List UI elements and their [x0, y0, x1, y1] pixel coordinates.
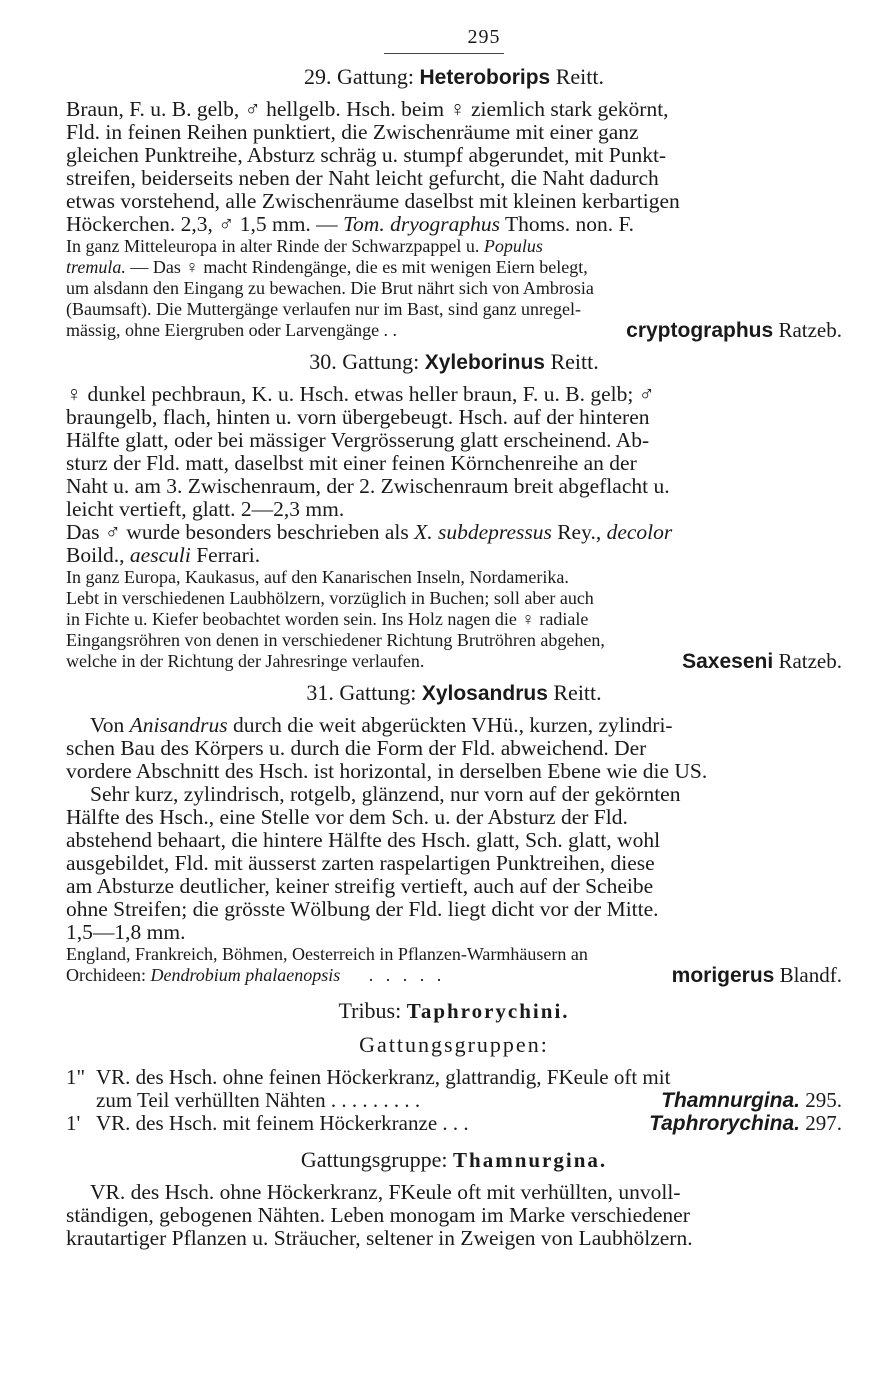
text-line — [66, 651, 842, 672]
species-name: cryptographus — [626, 319, 774, 342]
text-fragment: In ganz Mitteleuropa in alter Rinde der Schwarzpappel u. — [66, 236, 480, 256]
text-line: Fld. in feinen Reihen punktiert, die Zwischenräume mit einer ganz — [66, 120, 639, 144]
group-heading — [66, 1147, 842, 1173]
key-target: Thamnurgina. — [661, 1089, 800, 1112]
text-fragment: Höckerchen. 2,3, ♂ 1,5 mm. — — [66, 212, 338, 236]
text-line: VR. des Hsch. ohne Höckerkranz, FKeule oft mit verhüllten, unvoll- — [90, 1180, 681, 1204]
text-fragment: welche in der Richtung der Jahresringe verlaufen. — [66, 651, 425, 671]
text-line — [66, 236, 842, 257]
genus-29-description — [66, 98, 842, 236]
text-line: etwas vorstehend, alle Zwischenräume daselbst mit kleinen kerbartigen — [66, 189, 680, 213]
page-number-rule — [384, 53, 504, 54]
key-page: 295. — [805, 1088, 842, 1112]
page-number: 295 — [467, 26, 501, 48]
text-fragment: Boild., — [66, 543, 125, 567]
gattungsgruppen-heading: Gattungsgruppen: — [359, 1032, 549, 1057]
genus-29-number: 29. Gattung: — [304, 64, 415, 89]
genus-30-name: Xyleborinus — [424, 351, 545, 374]
text-line: Hälfte glatt, oder bei mässiger Vergrösserung glatt erscheinend. Ab- — [66, 428, 650, 452]
key-text: zum Teil verhüllten Nähten . . . . . . . . . — [96, 1088, 421, 1112]
key-table — [66, 1066, 842, 1135]
tribus-label: Tribus: — [338, 998, 402, 1023]
genus-29-biology — [66, 236, 842, 341]
species-author: Ratzeb. — [778, 649, 842, 673]
text-fragment: durch die weit abgerückten VHü., kurzen, zylindri- — [232, 713, 673, 737]
text-fragment: Orchideen: — [66, 965, 146, 985]
text-line: Eingangsröhren von denen in verschiedener Richtung Brutröhren abgehen, — [66, 630, 605, 650]
genus-30-heading — [66, 349, 842, 375]
text-line — [66, 320, 842, 341]
text-line: gleichen Punktreihe, Absturz schräg u. stumpf abgerundet, mit Punkt- — [66, 143, 667, 167]
text-line: um alsdann den Eingang zu bewachen. Die Brut nährt sich von Ambrosia — [66, 278, 594, 298]
synonym-name: decolor — [606, 520, 673, 544]
genus-29-author: Reitt. — [555, 64, 604, 89]
host-name: Populus — [483, 236, 543, 256]
text-line: am Absturze deutlicher, keiner streifig vertieft, auch auf der Scheibe — [66, 874, 654, 898]
genus-30-description — [66, 383, 842, 567]
text-line: schen Bau des Körpers u. durch die Form der Fld. abweichend. Der — [66, 736, 647, 760]
text-line: krautartiger Pflanzen u. Sträucher, seltener in Zweigen von Laubhölzern. — [66, 1226, 693, 1250]
text-line: braungelb, flach, hinten u. vorn übergebeugt. Hsch. auf der hinteren — [66, 405, 650, 429]
key-number: 1" — [66, 1065, 86, 1089]
text-line — [66, 544, 842, 567]
text-line — [66, 213, 842, 236]
text-line: 1,5—1,8 mm. — [66, 920, 186, 944]
synonym-name: X. subdepressus — [414, 520, 552, 544]
species-name: Saxeseni — [682, 650, 774, 673]
genus-30-author: Reitt. — [550, 349, 599, 374]
text-line: vordere Abschnitt des Hsch. ist horizontal, in derselben Ebene wie die US. — [66, 759, 708, 783]
text-line: sturz der Fld. matt, daselbst mit einer feinen Körnchenreihe an der — [66, 451, 637, 475]
genus-31-biology — [66, 944, 842, 986]
synonym-name: Tom. dryographus — [343, 212, 500, 236]
key-text: VR. des Hsch. ohne feinen Höckerkranz, glattrandig, FKeule oft mit — [96, 1065, 671, 1089]
text-fragment: Ferrari. — [196, 543, 261, 567]
text-line: Sehr kurz, zylindrisch, rotgelb, glänzend, nur vorn auf der gekörnten — [90, 782, 681, 806]
genus-31-number: 31. Gattung: — [306, 680, 417, 705]
text-line: in Fichte u. Kiefer beobachtet worden sein. Ins Holz nagen die ♀ radiale — [66, 609, 589, 629]
genus-31-description — [66, 714, 842, 944]
text-line: streifen, beiderseits neben der Naht leicht gefurcht, die Naht dadurch — [66, 166, 659, 190]
species-author: Ratzeb. — [778, 318, 842, 342]
tribus-name: Taphrorychini. — [406, 999, 570, 1023]
key-target: Taphrorychina. — [649, 1112, 800, 1135]
genus-30-number: 30. Gattung: — [309, 349, 420, 374]
genus-30-biology — [66, 567, 842, 672]
text-line: Naht u. am 3. Zwischenraum, der 2. Zwischenraum breit abgeflacht u. — [66, 474, 670, 498]
text-line: ausgebildet, Fld. mit äusserst zarten raspelartigen Punktreihen, diese — [66, 851, 655, 875]
key-row — [66, 1111, 842, 1135]
text-line: In ganz Europa, Kaukasus, auf den Kanarischen Inseln, Nordamerika. — [66, 567, 569, 587]
text-line: ohne Streifen; die grösste Wölbung der Fld. liegt dicht vor der Mitte. — [66, 897, 659, 921]
genus-31-name: Xylosandrus — [421, 682, 548, 705]
tribus-heading — [66, 998, 842, 1024]
group-name: Thamnurgina. — [453, 1148, 608, 1172]
host-name: tremula. — [66, 257, 126, 277]
genus-29-name: Heteroborips — [419, 66, 551, 89]
text-line — [66, 714, 842, 737]
page — [66, 26, 842, 1250]
text-fragment: Rey., — [557, 520, 602, 544]
text-line: Hälfte des Hsch., eine Stelle vor dem Sch. u. der Absturz der Fld. — [66, 805, 628, 829]
key-row — [66, 1065, 842, 1112]
text-line: leicht vertieft, glatt. 2—2,3 mm. — [66, 497, 345, 521]
host-name: Dendrobium phalaenopsis — [150, 965, 341, 985]
species-name: morigerus — [671, 964, 775, 987]
text-line — [66, 521, 842, 544]
text-line: ♀ dunkel pechbraun, K. u. Hsch. etwas heller braun, F. u. B. gelb; ♂ — [66, 382, 655, 406]
key-text: VR. des Hsch. mit feinem Höckerkranze . . . — [96, 1111, 469, 1135]
synonym-name: aesculi — [129, 543, 191, 567]
text-line — [66, 257, 842, 278]
genus-31-author: Reitt. — [553, 680, 602, 705]
text-line: Lebt in verschiedenen Laubhölzern, vorzüglich in Buchen; soll aber auch — [66, 588, 594, 608]
text-fragment: mässig, ohne Eiergruben oder Larvengänge . . — [66, 320, 398, 340]
text-line: abstehend behaart, die hintere Hälfte des Hsch. glatt, Sch. glatt, wohl — [66, 828, 661, 852]
leader-dots: . . . . . — [368, 965, 446, 985]
text-fragment: Das ♂ wurde besonders beschrieben als — [66, 520, 409, 544]
genus-name: Anisandrus — [129, 713, 228, 737]
text-line: Braun, F. u. B. gelb, ♂ hellgelb. Hsch. beim ♀ ziemlich stark gekörnt, — [66, 97, 669, 121]
text-fragment: Von — [90, 713, 125, 737]
text-line: (Baumsaft). Die Muttergänge verlaufen nur im Bast, sind ganz unregel- — [66, 299, 582, 319]
key-number: 1' — [66, 1111, 81, 1135]
species-author: Blandf. — [779, 963, 842, 987]
synonym-author: Thoms. non. F. — [504, 212, 635, 236]
group-label: Gattungsgruppe: — [300, 1147, 448, 1172]
text-line — [66, 965, 842, 986]
genus-29-heading — [66, 64, 842, 90]
text-line: England, Frankreich, Böhmen, Oesterreich in Pflanzen-Warmhäusern an — [66, 944, 588, 964]
genus-31-heading — [66, 680, 842, 706]
group-description — [66, 1181, 842, 1250]
text-fragment: — Das ♀ macht Rindengänge, die es mit wenigen Eiern belegt, — [130, 257, 588, 277]
text-line: ständigen, gebogenen Nähten. Leben monogam im Marke verschiedener — [66, 1203, 690, 1227]
key-page: 297. — [805, 1111, 842, 1135]
